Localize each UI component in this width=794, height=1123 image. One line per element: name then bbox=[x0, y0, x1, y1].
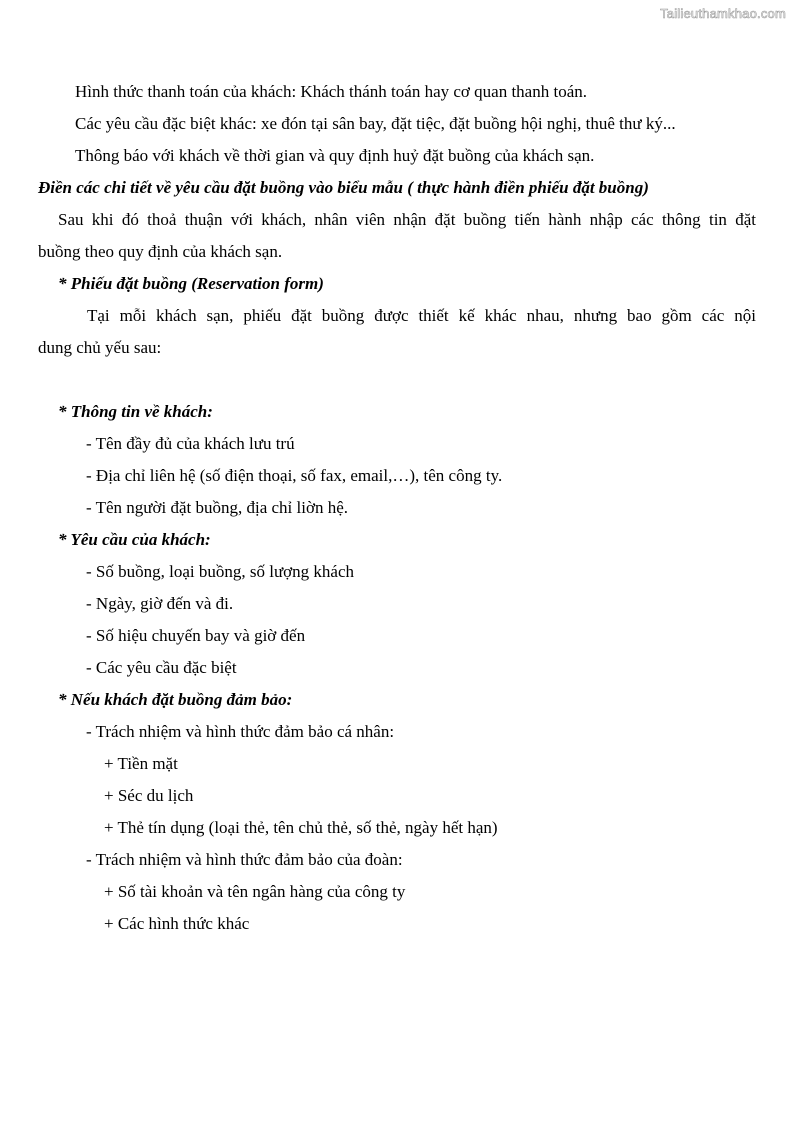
sub-list-item: + Các hình thức khác bbox=[104, 914, 250, 933]
after-agreement-line-1: Sau khi đó thoả thuận với khách, nhân viên nhận đặt buồng tiến hành nhập các thông tin đặt bbox=[58, 210, 756, 229]
form-intro-line-2: dung chủ yếu sau: bbox=[38, 338, 162, 357]
form-sections bbox=[38, 396, 756, 940]
special-requests-line: Các yêu cầu đặc biệt khác: xe đón tại sân bay, đặt tiệc, đặt buồng hội nghị, thuê thư ký... bbox=[75, 114, 676, 133]
section-heading: * Thông tin về khách: bbox=[58, 402, 213, 421]
after-agreement-line-2: buồng theo quy định của khách sạn. bbox=[38, 242, 283, 261]
list-item: - Số buồng, loại buồng, số lượng khách bbox=[86, 562, 354, 581]
list-item: - Số hiệu chuyến bay và giờ đến bbox=[86, 626, 306, 645]
watermark: Tailieuthamkhao.com bbox=[660, 6, 786, 21]
list-item: - Tên đầy đủ của khách lưu trú bbox=[86, 434, 295, 453]
list-item: - Các yêu cầu đặc biệt bbox=[86, 658, 237, 677]
list-item: - Trách nhiệm và hình thức đảm bảo cá nhân: bbox=[86, 722, 395, 741]
fill-form-heading: Điền các chi tiết về yêu cầu đặt buồng vào biểu mẫu ( thực hành điền phiếu đặt buồng) bbox=[38, 178, 649, 197]
spacer bbox=[38, 364, 756, 396]
sub-list-item: + Thẻ tín dụng (loại thẻ, tên chủ thẻ, số thẻ, ngày hết hạn) bbox=[104, 818, 498, 837]
sub-list-item: + Số tài khoản và tên ngân hàng của công ty bbox=[104, 882, 406, 901]
document-page bbox=[38, 76, 756, 940]
cancellation-notice-line: Thông báo với khách về thời gian và quy định huỷ đặt buồng của khách sạn. bbox=[75, 146, 595, 165]
list-item: - Ngày, giờ đến và đi. bbox=[86, 594, 234, 613]
list-item: - Trách nhiệm và hình thức đảm bảo của đoàn: bbox=[86, 850, 403, 869]
reservation-form-heading: * Phiếu đặt buồng (Reservation form) bbox=[58, 274, 324, 293]
sub-list-item: + Tiền mặt bbox=[104, 754, 178, 773]
sub-list-item: + Séc du lịch bbox=[104, 786, 194, 805]
list-item: - Địa chỉ liên hệ (số điện thoại, số fax, email,…), tên công ty. bbox=[86, 466, 503, 485]
section-heading: * Nếu khách đặt buồng đảm bảo: bbox=[58, 690, 293, 709]
list-item: - Tên người đặt buồng, địa chỉ liờn hệ. bbox=[86, 498, 348, 517]
payment-line: Hình thức thanh toán của khách: Khách thánh toán hay cơ quan thanh toán. bbox=[75, 82, 587, 101]
form-intro-line-1: Tại mỗi khách sạn, phiếu đặt buồng được thiết kế khác nhau, nhưng bao gồm các nội bbox=[87, 306, 756, 325]
section-heading: * Yêu cầu của khách: bbox=[58, 530, 211, 549]
